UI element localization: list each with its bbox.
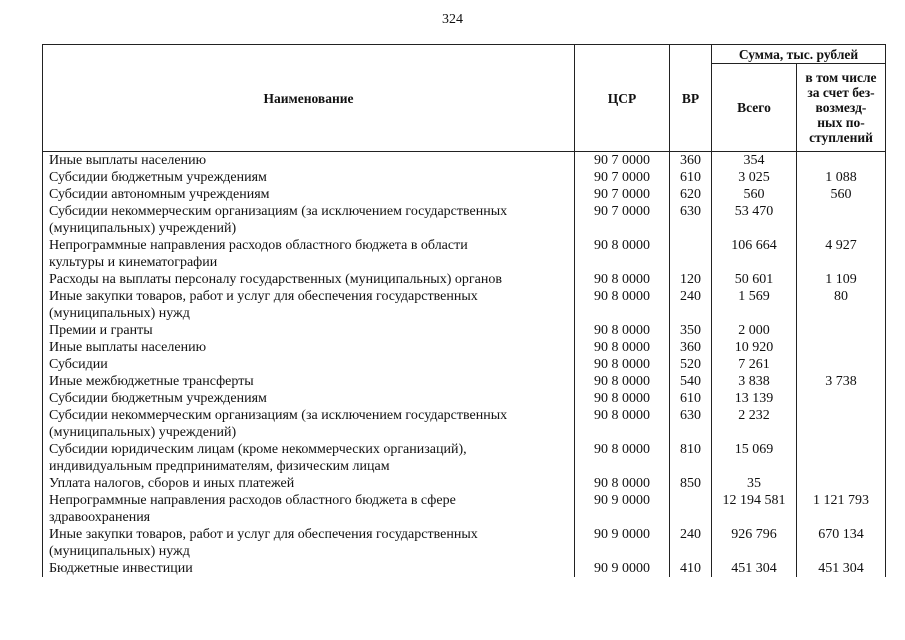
table-body bbox=[43, 152, 886, 578]
table-row: Субсидии юридическим лицам (кроме некоммерческих организаций), индивидуальным предпринимателям, физическим лицам 90 8 0000 810 15 069 bbox=[43, 441, 886, 475]
table-row: Субсидии бюджетным учреждениям 90 8 0000 610 13 139 bbox=[43, 390, 886, 407]
table-row: Иные закупки товаров, работ и услуг для обеспечения государственных (муниципальных) нужд 90 8 0000 240 1 569 80 bbox=[43, 288, 886, 322]
header-vr: ВР bbox=[670, 45, 712, 152]
table-row: Премии и гранты 90 8 0000 350 2 000 bbox=[43, 322, 886, 339]
table-row: Непрограммные направления расходов областного бюджета в области культуры и кинематографии 90 8 0000 106 664 4 927 bbox=[43, 237, 886, 271]
header-total: Всего bbox=[712, 64, 797, 152]
table-row: Субсидии бюджетным учреждениям 90 7 0000 610 3 025 1 088 bbox=[43, 169, 886, 186]
table-header bbox=[43, 45, 886, 152]
header-including: в том числе за счет без- возмезд- ных по- ступлений bbox=[797, 64, 886, 152]
table-row: Бюджетные инвестиции 90 9 0000 410 451 304 451 304 bbox=[43, 560, 886, 577]
table-row: Уплата налогов, сборов и иных платежей 90 8 0000 850 35 bbox=[43, 475, 886, 492]
table-row: Субсидии некоммерческим организациям (за исключением государственных (муниципальных) учреждений) 90 8 0000 630 2 232 bbox=[43, 407, 886, 441]
header-sum: Сумма, тыс. рублей bbox=[712, 45, 886, 64]
header-csr: ЦСР bbox=[575, 45, 670, 152]
table-row: Субсидии некоммерческим организациям (за исключением государственных (муниципальных) учреждений) 90 7 0000 630 53 470 bbox=[43, 203, 886, 237]
table-row: Иные выплаты населению 90 7 0000 360 354 bbox=[43, 152, 886, 170]
page-number: 324 bbox=[442, 12, 463, 27]
table-row: Иные межбюджетные трансферты 90 8 0000 540 3 838 3 738 bbox=[43, 373, 886, 390]
table-row: Иные выплаты населению 90 8 0000 360 10 920 bbox=[43, 339, 886, 356]
table-row: Субсидии автономным учреждениям 90 7 0000 620 560 560 bbox=[43, 186, 886, 203]
budget-table bbox=[42, 44, 886, 577]
table-row: Расходы на выплаты персоналу государственных (муниципальных) органов 90 8 0000 120 50 601 1 109 bbox=[43, 271, 886, 288]
table-row: Субсидии 90 8 0000 520 7 261 bbox=[43, 356, 886, 373]
table-row: Иные закупки товаров, работ и услуг для обеспечения государственных (муниципальных) нужд 90 9 0000 240 926 796 670 134 bbox=[43, 526, 886, 560]
header-name: Наименование bbox=[43, 45, 575, 152]
table-row: Непрограммные направления расходов областного бюджета в сфере здравоохранения 90 9 0000 12 194 581 1 121 793 bbox=[43, 492, 886, 526]
